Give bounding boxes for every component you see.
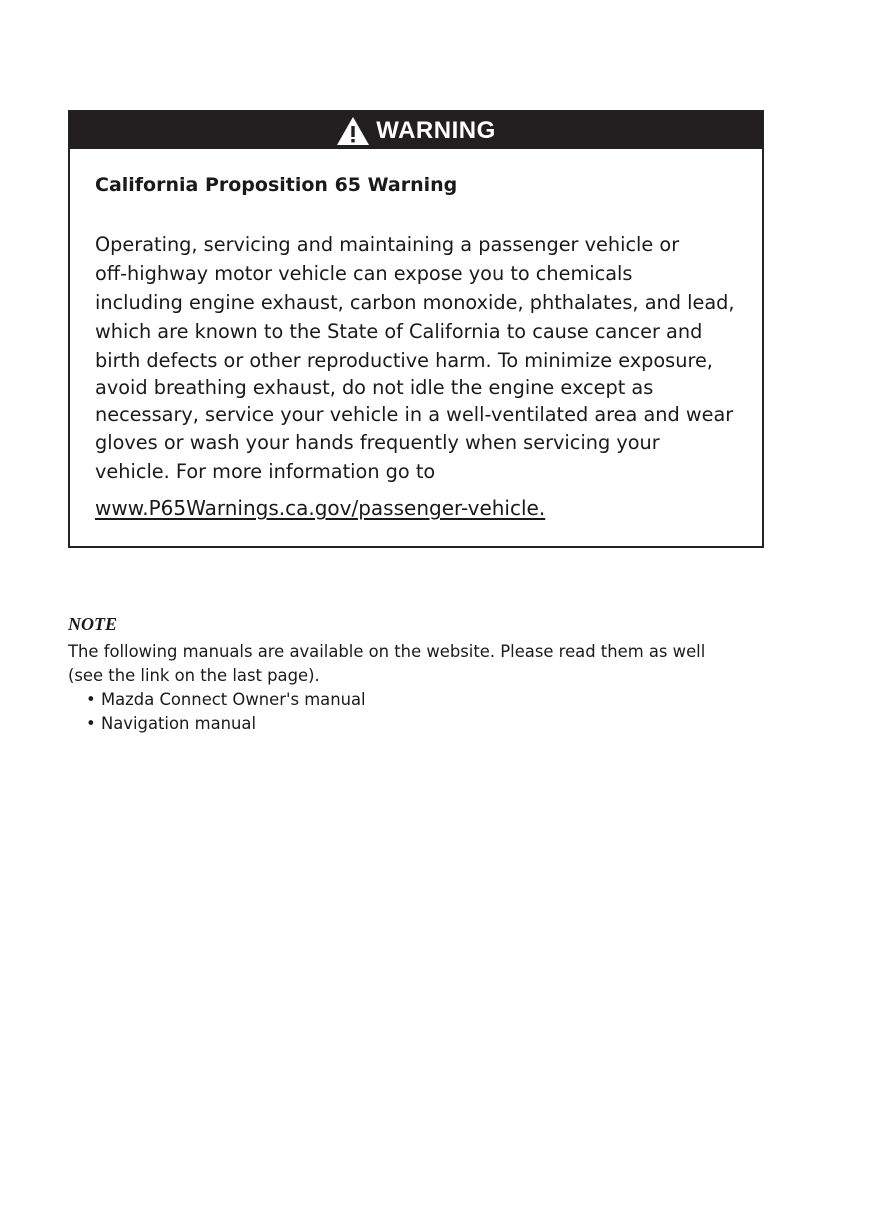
warning-label: WARNING: [376, 116, 496, 144]
warning-body-line: birth defects or other reproductive harm. To minimize exposure,: [95, 349, 713, 372]
warning-body-line: necessary, service your vehicle in a well-ventilated area and wear: [95, 403, 734, 426]
note-line: The following manuals are available on the website. Please read them as well: [68, 642, 706, 661]
list-item-label: Navigation manual: [101, 714, 256, 733]
p65-warnings-link[interactable]: www.P65Warnings.ca.gov/passenger-vehicle.: [95, 496, 546, 520]
warning-box: [68, 110, 764, 548]
note-heading: NOTE: [68, 614, 117, 634]
list-item: [86, 712, 366, 736]
bullet: •: [86, 714, 96, 733]
warning-body-line: including engine exhaust, carbon monoxide, phthalates, and lead,: [95, 291, 735, 314]
bullet: •: [86, 690, 96, 709]
list-item-label: Mazda Connect Owner's manual: [101, 690, 366, 709]
warning-body-line: avoid breathing exhaust, do not idle the engine except as: [95, 376, 654, 399]
warning-body-line: which are known to the State of California to cause cancer and: [95, 320, 703, 343]
warning-header: [70, 112, 762, 149]
manuals-list: [86, 688, 366, 736]
note-text: [68, 640, 768, 688]
warning-body: [95, 230, 763, 486]
warning-body-line: Operating, servicing and maintaining a passenger vehicle or: [95, 233, 680, 256]
warning-triangle-icon: [336, 116, 370, 146]
list-item: [86, 688, 366, 712]
note-line: (see the link on the last page).: [68, 666, 320, 685]
warning-body-line: gloves or wash your hands frequently when servicing your: [95, 431, 660, 454]
warning-body-line: off-highway motor vehicle can expose you to chemicals: [95, 262, 633, 285]
warning-body-line: vehicle. For more information go to: [95, 460, 436, 483]
warning-title: California Proposition 65 Warning: [95, 174, 458, 196]
